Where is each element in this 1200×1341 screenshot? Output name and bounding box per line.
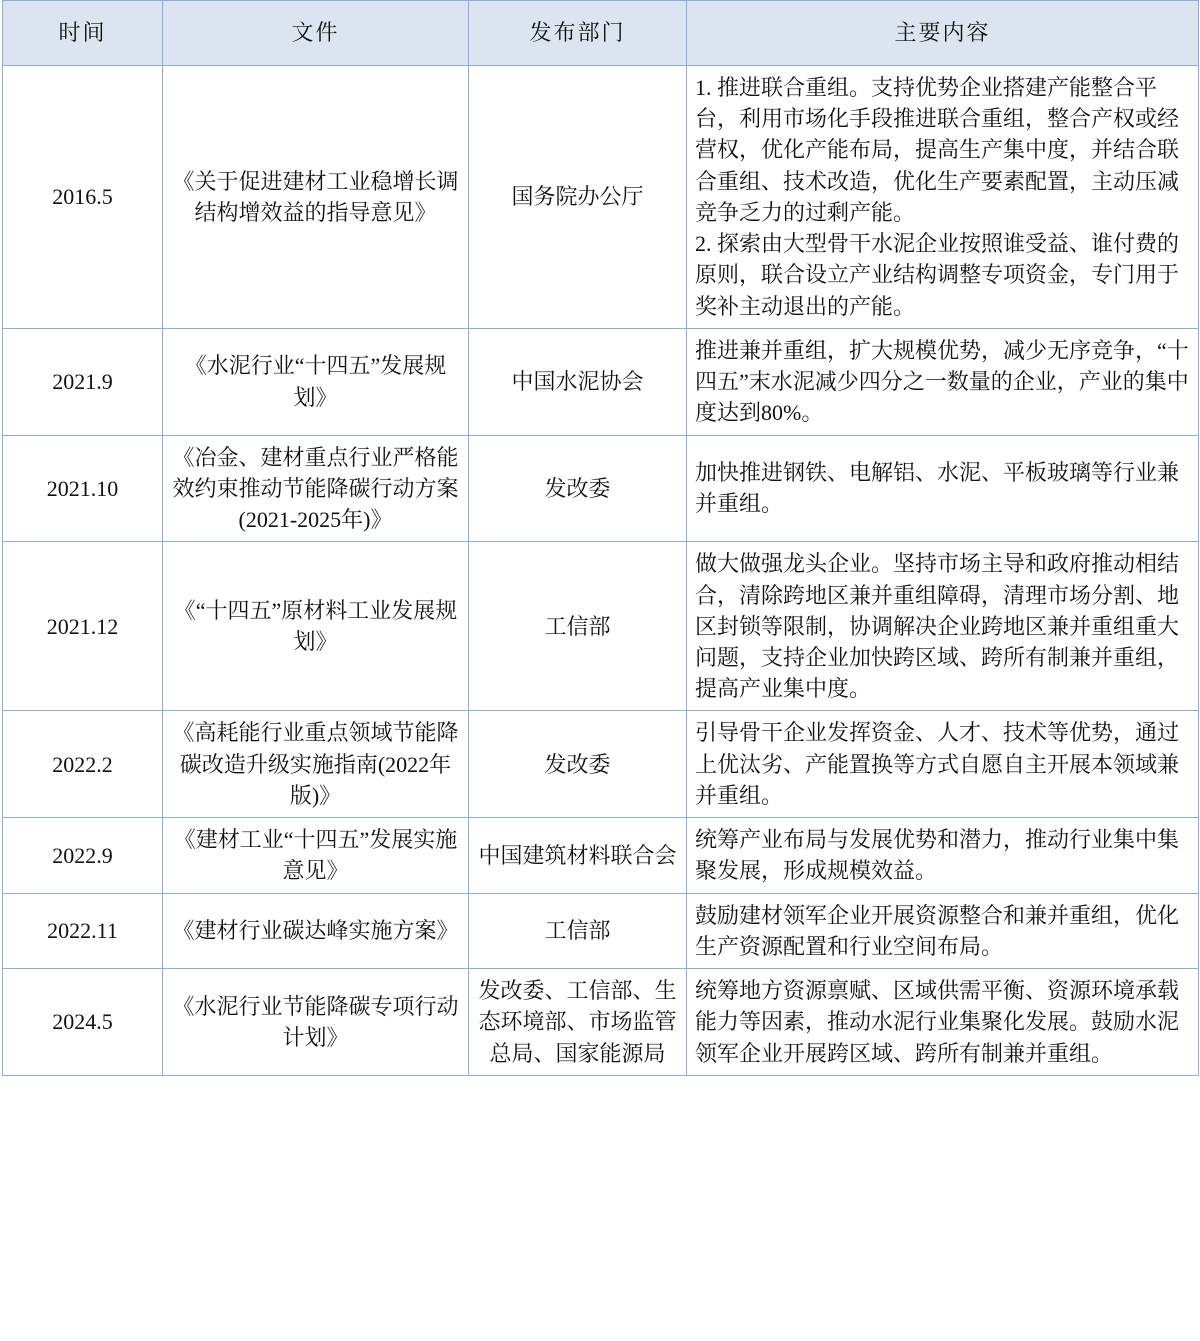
cell-file: 《“十四五”原材料工业发展规划》 bbox=[163, 542, 469, 711]
table-row bbox=[3, 818, 1199, 893]
content-paragraph: 1. 推进联合重组。支持优势企业搭建产能整合平台，利用市场化手段推进联合重组，整合产权或经营权，优化产能布局，提高生产集中度，并结合联合重组、技术改造，优化生产要素配置，主动压减竞争乏力的过剩产能。 bbox=[695, 75, 1180, 225]
cell-department: 发改委 bbox=[469, 435, 687, 542]
cell-file: 《关于促进建材工业稳增长调结构增效益的指导意见》 bbox=[163, 66, 469, 329]
content-paragraph: 2. 探索由大型骨干水泥企业按照谁受益、谁付费的原则，联合设立产业结构调整专项资金，专门用于奖补主动退出的产能。 bbox=[695, 231, 1180, 319]
cell-main-content: 推进兼并重组，扩大规模优势，减少无序竞争，“十四五”末水泥减少四分之一数量的企业，产业的集中度达到80%。 bbox=[687, 328, 1199, 435]
cell-department: 工信部 bbox=[469, 893, 687, 968]
cell-main-content bbox=[687, 66, 1199, 329]
table-row bbox=[3, 328, 1199, 435]
table-header-row bbox=[3, 1, 1199, 66]
cell-department: 中国建筑材料联合会 bbox=[469, 818, 687, 893]
cell-department: 发改委 bbox=[469, 711, 687, 818]
table-body bbox=[3, 66, 1199, 1076]
table-header bbox=[3, 1, 1199, 66]
table-row bbox=[3, 542, 1199, 711]
cell-file: 《建材行业碳达峰实施方案》 bbox=[163, 893, 469, 968]
column-header-file: 文件 bbox=[163, 1, 469, 66]
table-row bbox=[3, 893, 1199, 968]
cell-time: 2022.2 bbox=[3, 711, 163, 818]
cell-file: 《建材工业“十四五”发展实施意见》 bbox=[163, 818, 469, 893]
column-header-department: 发布部门 bbox=[469, 1, 687, 66]
table-row bbox=[3, 969, 1199, 1076]
table-row bbox=[3, 711, 1199, 818]
cell-time: 2024.5 bbox=[3, 969, 163, 1076]
table-row bbox=[3, 435, 1199, 542]
cell-file: 《高耗能行业重点领域节能降碳改造升级实施指南(2022年版)》 bbox=[163, 711, 469, 818]
cell-department: 工信部 bbox=[469, 542, 687, 711]
cell-time: 2021.10 bbox=[3, 435, 163, 542]
cell-time: 2016.5 bbox=[3, 66, 163, 329]
cell-main-content: 鼓励建材领军企业开展资源整合和兼并重组，优化生产资源配置和行业空间布局。 bbox=[687, 893, 1199, 968]
cell-time: 2022.11 bbox=[3, 893, 163, 968]
cell-time: 2022.9 bbox=[3, 818, 163, 893]
cell-main-content: 加快推进钢铁、电解铝、水泥、平板玻璃等行业兼并重组。 bbox=[687, 435, 1199, 542]
cell-department: 中国水泥协会 bbox=[469, 328, 687, 435]
cell-time: 2021.12 bbox=[3, 542, 163, 711]
cell-department: 国务院办公厅 bbox=[469, 66, 687, 329]
cell-main-content: 统筹地方资源禀赋、区域供需平衡、资源环境承载能力等因素，推动水泥行业集聚化发展。鼓励水泥领军企业开展跨区域、跨所有制兼并重组。 bbox=[687, 969, 1199, 1076]
cell-main-content: 做大做强龙头企业。坚持市场主导和政府推动相结合，清除跨地区兼并重组障碍，清理市场分割、地区封锁等限制，协调解决企业跨地区兼并重组重大问题，支持企业加快跨区域、跨所有制兼并重组，提高产业集中度。 bbox=[687, 542, 1199, 711]
column-header-time: 时间 bbox=[3, 1, 163, 66]
cell-main-content: 统筹产业布局与发展优势和潜力，推动行业集中集聚发展，形成规模效益。 bbox=[687, 818, 1199, 893]
cell-department: 发改委、工信部、生态环境部、市场监管总局、国家能源局 bbox=[469, 969, 687, 1076]
cell-time: 2021.9 bbox=[3, 328, 163, 435]
cell-file: 《水泥行业节能降碳专项行动计划》 bbox=[163, 969, 469, 1076]
table-row bbox=[3, 66, 1199, 329]
column-header-main-content: 主要内容 bbox=[687, 1, 1199, 66]
cell-file: 《水泥行业“十四五”发展规划》 bbox=[163, 328, 469, 435]
policy-table bbox=[2, 0, 1199, 1076]
cell-file: 《冶金、建材重点行业严格能效约束推动节能降碳行动方案(2021-2025年)》 bbox=[163, 435, 469, 542]
cell-main-content: 引导骨干企业发挥资金、人才、技术等优势，通过上优汰劣、产能置换等方式自愿自主开展本领域兼并重组。 bbox=[687, 711, 1199, 818]
